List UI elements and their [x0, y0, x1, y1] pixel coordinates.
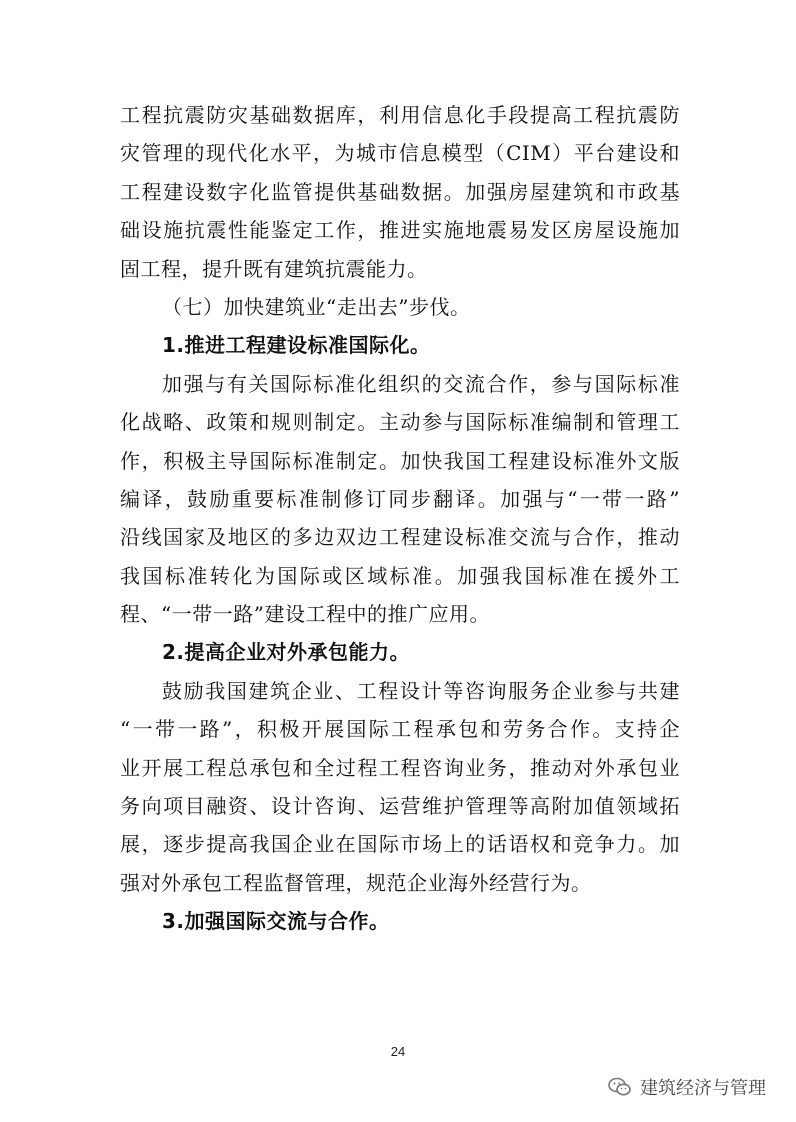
text-line: 编译，鼓励重要标准制修订同步翻译。加强与“一带一路” — [120, 486, 680, 511]
text-line: 工程抗震防灾基础数据库，利用信息化手段提高工程抗震防 — [120, 103, 680, 127]
text-line: 程、“一带一路”建设工程中的推广应用。 — [120, 602, 490, 627]
text-line: 加强与有关国际标准化组织的交流合作，参与国际标准 — [162, 371, 680, 396]
text-line: 业开展工程总承包和全过程工程咨询业务，推动对外承包业 — [120, 755, 680, 780]
watermark-text: 建筑经济与管理 — [640, 1078, 766, 1099]
wechat-icon — [608, 1075, 632, 1099]
section-heading: 2.提高企业对外承包能力。 — [162, 640, 411, 665]
section-heading: 3.加强国际交流与合作。 — [162, 909, 390, 934]
text-line: 鼓励我国建筑企业、工程设计等咨询服务企业参与共建 — [162, 678, 680, 703]
text-line: 作，积极主导国际标准制定。加快我国工程建设标准外文版 — [120, 448, 680, 473]
text-line: 工程建设数字化监管提供基础数据。加强房屋建筑和市政基 — [120, 179, 680, 204]
text-line: （七）加快建筑业“走出去”步伐。 — [162, 294, 471, 319]
section-heading: 1.推进工程建设标准国际化。 — [162, 333, 431, 358]
text-line: “一带一路”，积极开展国际工程承包和劳务合作。支持企 — [120, 717, 680, 742]
text-line: 化战略、政策和规则制定。主动参与国际标准编制和管理工 — [120, 410, 680, 435]
text-line: 灾管理的现代化水平，为城市信息模型（CIM）平台建设和 — [120, 141, 680, 166]
text-line: 强对外承包工程监督管理，规范企业海外经营行为。 — [120, 870, 592, 895]
watermark — [608, 1074, 766, 1100]
text-line: 展，逐步提高我国企业在国际市场上的话语权和竞争力。加 — [120, 832, 680, 857]
text-line: 沿线国家及地区的多边双边工程建设标准交流与合作，推动 — [120, 525, 680, 550]
text-line: 务向项目融资、设计咨询、运营维护管理等高附加值领域拓 — [120, 794, 680, 819]
page-number: 24 — [390, 1044, 406, 1059]
text-line: 础设施抗震性能鉴定工作，推进实施地震易发区房屋设施加 — [120, 218, 680, 243]
document-body — [120, 96, 680, 941]
text-line: 固工程，提升既有建筑抗震能力。 — [120, 256, 428, 281]
text-line: 我国标准转化为国际或区域标准。加强我国标准在援外工 — [120, 563, 680, 588]
